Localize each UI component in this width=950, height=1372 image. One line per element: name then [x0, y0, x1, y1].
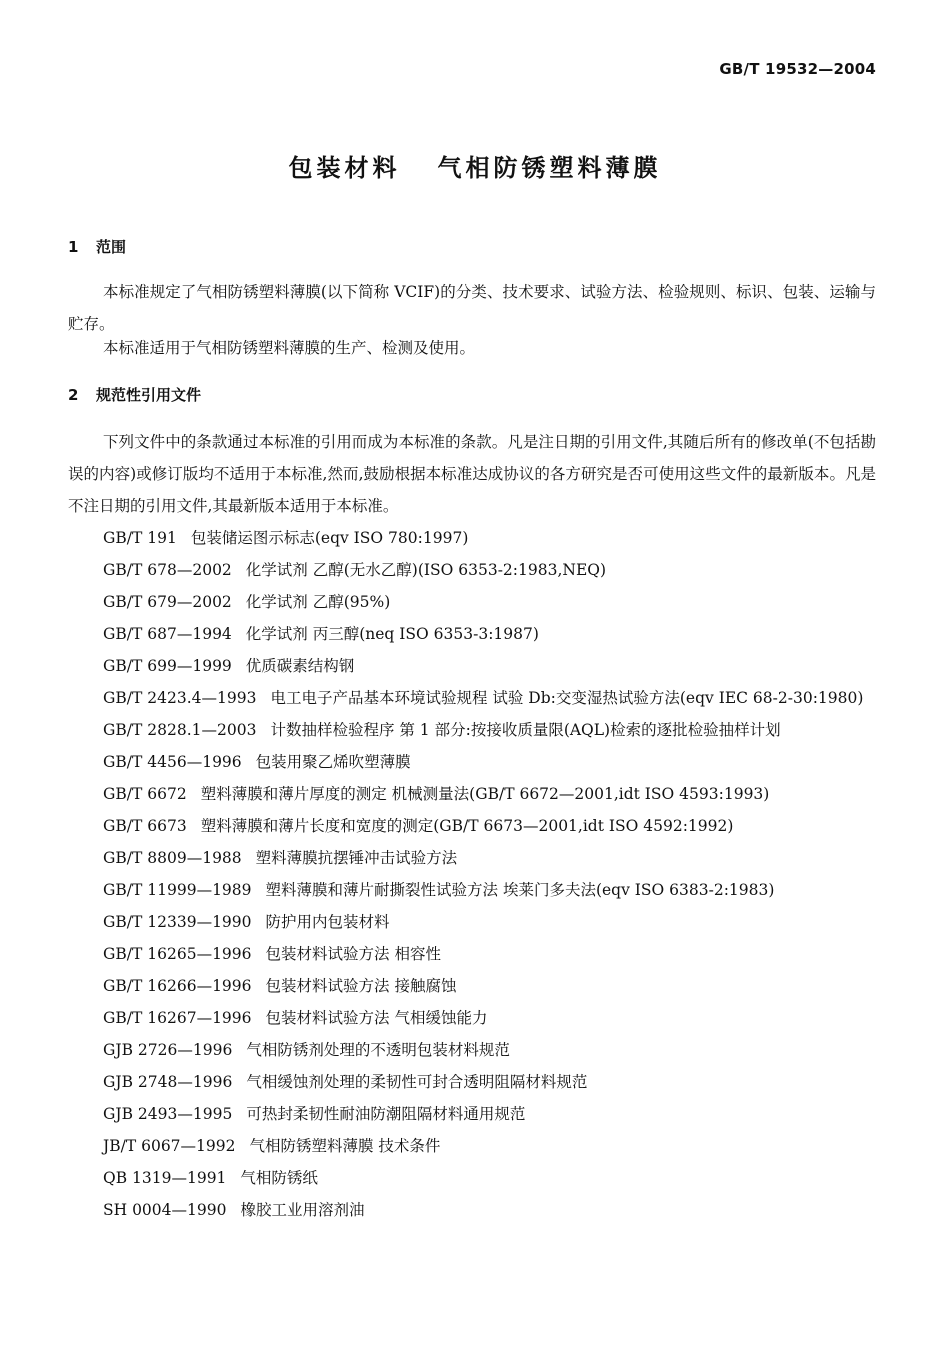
reference-code: GB/T 699—1999 — [103, 657, 232, 675]
reference-item — [68, 618, 876, 650]
reference-title: 气相防锈塑料薄膜 技术条件 — [249, 1137, 441, 1155]
reference-code: GB/T 11999—1989 — [103, 881, 252, 899]
section-title: 规范性引用文件 — [96, 386, 202, 404]
reference-item — [68, 586, 876, 618]
reference-item — [68, 1162, 876, 1194]
reference-title: 塑料薄膜抗摆锤冲击试验方法 — [255, 849, 458, 867]
reference-title: 化学试剂 乙醇(无水乙醇)(ISO 6353-2:1983,NEQ) — [245, 561, 607, 579]
reference-item — [68, 714, 876, 746]
reference-item — [68, 1130, 876, 1162]
reference-item — [68, 554, 876, 586]
section-1-heading — [68, 236, 126, 257]
reference-item — [68, 778, 876, 810]
reference-code: GJB 2493—1995 — [103, 1105, 233, 1123]
reference-title: 橡胶工业用溶剂油 — [240, 1201, 365, 1219]
reference-code: GB/T 6672 — [103, 785, 187, 803]
standard-number: GB/T 19532—2004 — [719, 60, 876, 78]
reference-title: 气相防锈剂处理的不透明包装材料规范 — [246, 1041, 510, 1059]
reference-item — [68, 970, 876, 1002]
section-2-heading — [68, 384, 201, 405]
reference-title: 优质碳素结构钢 — [245, 657, 355, 675]
reference-title: 化学试剂 乙醇(95%) — [245, 593, 391, 611]
reference-code: GB/T 678—2002 — [103, 561, 232, 579]
reference-item — [68, 1194, 876, 1226]
reference-title: 包装材料试验方法 接触腐蚀 — [265, 977, 457, 995]
reference-title: 气相防锈纸 — [240, 1169, 318, 1187]
section-number: 1 — [68, 238, 79, 256]
reference-title: 电工电子产品基本环境试验规程 试验 Db:交变湿热试验方法(eqv IEC 68-2-30:1980) — [270, 689, 864, 707]
reference-title: 包装材料试验方法 相容性 — [265, 945, 441, 963]
reference-title: 包装储运图示标志(eqv ISO 780:1997) — [190, 529, 469, 547]
reference-code: SH 0004—1990 — [103, 1201, 227, 1219]
reference-title: 可热封柔韧性耐油防潮阻隔材料通用规范 — [246, 1105, 526, 1123]
reference-title: 包装材料试验方法 气相缓蚀能力 — [265, 1009, 488, 1027]
reference-title: 计数抽样检验程序 第 1 部分:按接收质量限(AQL)检索的逐批检验抽样计划 — [270, 721, 781, 739]
reference-title: 气相缓蚀剂处理的柔韧性可封合透明阻隔材料规范 — [246, 1073, 588, 1091]
section-title: 范围 — [96, 238, 127, 256]
reference-code: QB 1319—1991 — [103, 1169, 227, 1187]
reference-item — [68, 746, 876, 778]
reference-code: GJB 2748—1996 — [103, 1073, 233, 1091]
reference-item — [68, 842, 876, 874]
reference-code: GB/T 12339—1990 — [103, 913, 252, 931]
reference-title: 塑料薄膜和薄片耐撕裂性试验方法 埃莱门多夫法(eqv ISO 6383-2:1983) — [265, 881, 775, 899]
section-1-paragraph-2: 本标准适用于气相防锈塑料薄膜的生产、检测及使用。 — [103, 339, 476, 357]
reference-code: GB/T 16267—1996 — [103, 1009, 252, 1027]
reference-item — [68, 682, 876, 714]
reference-item — [68, 810, 876, 842]
reference-item — [68, 874, 876, 906]
reference-item — [68, 650, 876, 682]
reference-title: 塑料薄膜和薄片长度和宽度的测定(GB/T 6673—2001,idt ISO 4592:1992) — [200, 817, 734, 835]
reference-item — [68, 1066, 876, 1098]
reference-code: GJB 2726—1996 — [103, 1041, 233, 1059]
reference-code: GB/T 6673 — [103, 817, 187, 835]
reference-item — [68, 1034, 876, 1066]
reference-title: 包装用聚乙烯吹塑薄膜 — [255, 753, 411, 771]
reference-item — [68, 906, 876, 938]
section-2-paragraph-1: 下列文件中的条款通过本标准的引用而成为本标准的条款。凡是注日期的引用文件,其随后所有的修改单(不包括勘误的内容)或修订版均不适用于本标准,然而,鼓励根据本标准达成协议的各方研究是否可使用这些文件的最新版本。凡是不注日期的引用文件,其最新版本适用于本标准。 — [68, 433, 876, 515]
document-title: 包装材料 气相防锈塑料薄膜 — [288, 154, 662, 182]
reference-code: GB/T 16265—1996 — [103, 945, 252, 963]
reference-title: 化学试剂 丙三醇(neq ISO 6353-3:1987) — [245, 625, 539, 643]
reference-item — [68, 522, 876, 554]
reference-code: GB/T 2423.4—1993 — [103, 689, 257, 707]
section-number: 2 — [68, 386, 79, 404]
normative-references-list — [68, 522, 876, 1226]
reference-item — [68, 1098, 876, 1130]
reference-item — [68, 1002, 876, 1034]
reference-title: 防护用内包装材料 — [265, 913, 390, 931]
reference-code: GB/T 2828.1—2003 — [103, 721, 257, 739]
section-1-paragraph-1: 本标准规定了气相防锈塑料薄膜(以下简称 VCIF)的分类、技术要求、试验方法、检验规则、标识、包装、运输与贮存。 — [68, 283, 876, 333]
reference-code: GB/T 4456—1996 — [103, 753, 242, 771]
reference-code: JB/T 6067—1992 — [103, 1137, 236, 1155]
reference-code: GB/T 16266—1996 — [103, 977, 252, 995]
reference-title: 塑料薄膜和薄片厚度的测定 机械测量法(GB/T 6672—2001,idt ISO 4593:1993) — [200, 785, 770, 803]
reference-code: GB/T 679—2002 — [103, 593, 232, 611]
reference-item — [68, 938, 876, 970]
reference-code: GB/T 8809—1988 — [103, 849, 242, 867]
reference-code: GB/T 687—1994 — [103, 625, 232, 643]
reference-code: GB/T 191 — [103, 529, 177, 547]
